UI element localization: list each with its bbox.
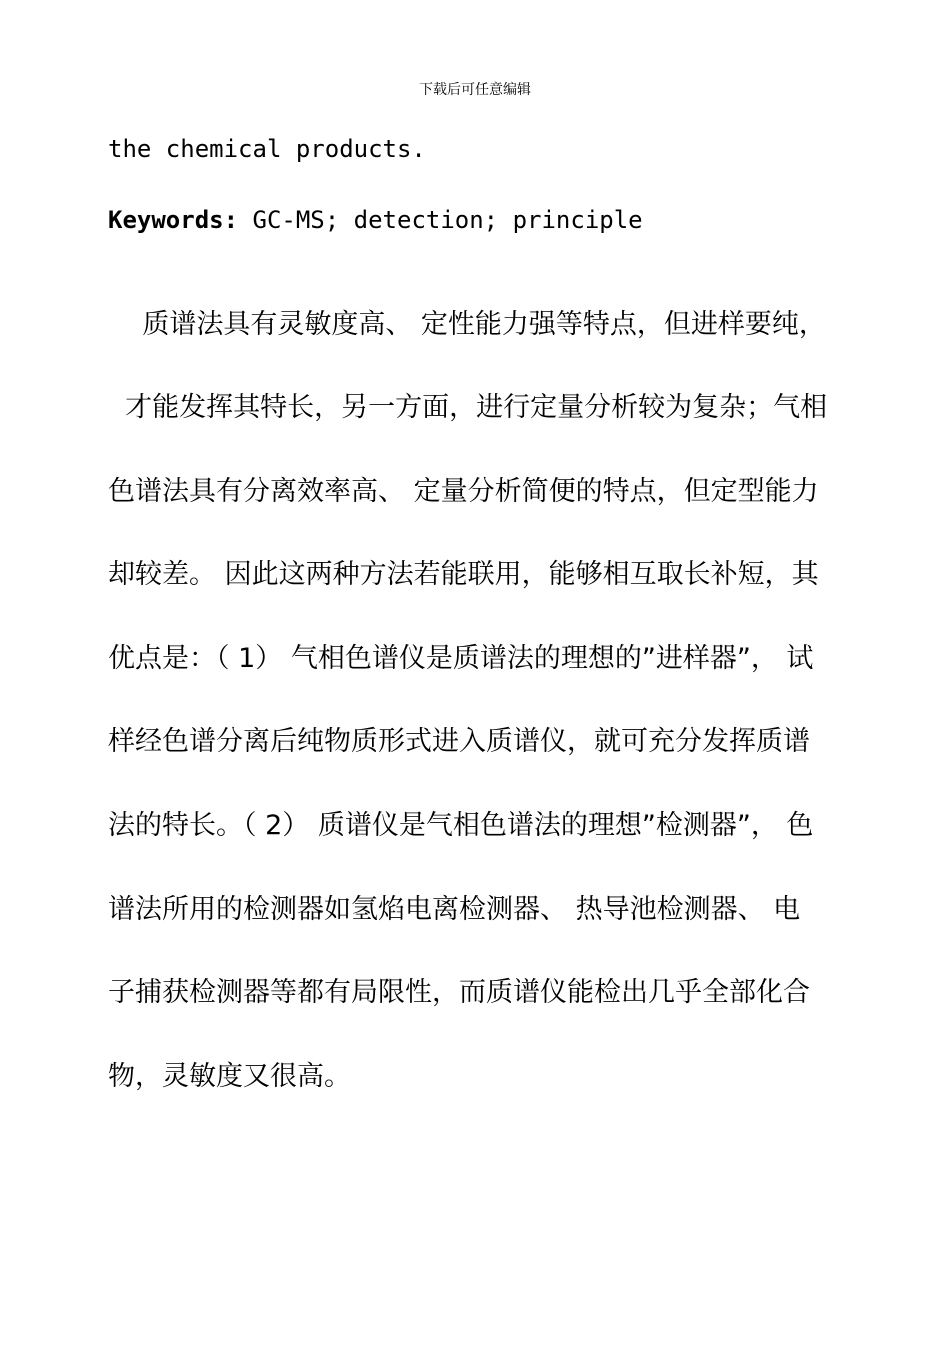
body-text-line-6: 样经色谱分离后纯物质形式进入质谱仪，就可充分发挥质谱 xyxy=(108,726,810,757)
keywords-line xyxy=(108,205,643,235)
body-text-line-4: 却较差。 因此这两种方法若能联用，能够相互取长补短，其 xyxy=(108,559,819,590)
body-text-line-1: 质谱法具有灵敏度高、 定性能力强等特点，但进样要纯， xyxy=(108,309,826,340)
abstract-tail-line: the chemical products. xyxy=(108,135,426,163)
body-text-line-10: 物，灵敏度又很高。 xyxy=(108,1061,351,1092)
body-text-line-7: 法的特长。（ 2） 质谱仪是气相色谱法的理想”检测器”， 色 xyxy=(108,810,814,841)
body-text-line-8: 谱法所用的检测器如氢焰电离检测器、 热导池检测器、 电 xyxy=(108,894,801,925)
body-text-line-9: 子捕获检测器等都有局限性，而质谱仪能检出几乎全部化合 xyxy=(108,977,810,1008)
page-header: 下载后可任意编辑 xyxy=(419,82,531,98)
body-text-line-5: 优点是：（ 1） 气相色谱仪是质谱法的理想的”进样器”， 试 xyxy=(108,643,814,674)
body-text-line-3: 色谱法具有分离效率高、 定量分析简便的特点，但定型能力 xyxy=(108,476,819,507)
body-text-line-2: 才能发挥其特长，另一方面，进行定量分析较为复杂；气相 xyxy=(108,392,828,423)
keywords-label: Keywords: xyxy=(108,206,239,234)
keywords-value: GC-MS; detection; principle xyxy=(238,206,643,234)
